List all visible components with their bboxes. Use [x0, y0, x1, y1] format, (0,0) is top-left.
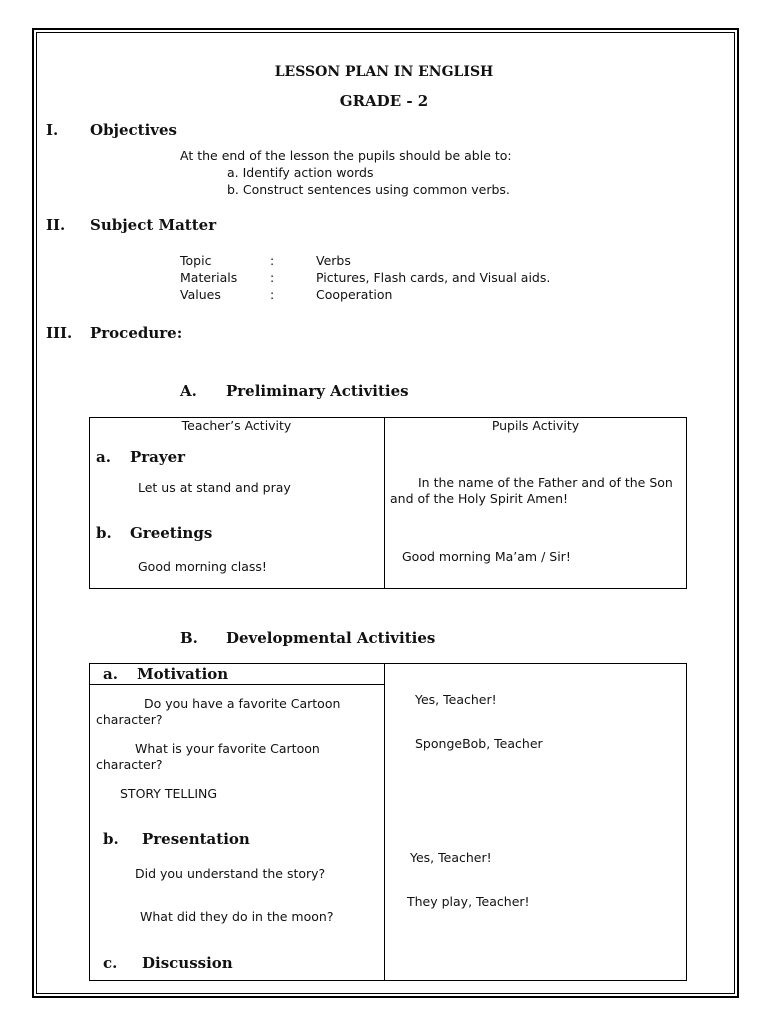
answer-text: Yes, Teacher!: [410, 850, 492, 865]
lesson-plan-title: LESSON PLAN IN ENGLISH: [274, 64, 494, 80]
section-numeral-procedure: III.: [46, 324, 73, 342]
subject-separator: :: [270, 287, 275, 302]
question-text: Did you understand the story?: [135, 866, 326, 881]
objectives-intro: At the end of the lesson the pupils should be able to:: [180, 148, 512, 163]
objective-item: b. Construct sentences using common verbs.: [227, 182, 510, 197]
subject-value: Pictures, Flash cards, and Visual aids.: [316, 270, 551, 285]
subject-value: Verbs: [316, 253, 351, 268]
column-header-teacher: Teacher’s Activity: [181, 418, 292, 433]
discussion-heading: Discussion: [142, 954, 233, 972]
grade-title: GRADE - 2: [339, 92, 429, 110]
question-text: Do you have a favorite Cartoon character?: [96, 696, 341, 727]
table-column-divider: [384, 417, 385, 589]
answer-text: Yes, Teacher!: [415, 692, 497, 707]
subject-label: Values: [180, 287, 221, 302]
greetings-letter: b.: [96, 524, 112, 542]
greetings-teacher-text: Good morning class!: [138, 559, 267, 574]
objective-item: a. Identify action words: [227, 165, 374, 180]
prayer-pupils-text: In the name of the Father and of the Son and of the Holy Spirit Amen!: [390, 475, 673, 506]
subject-separator: :: [270, 270, 275, 285]
subject-label: Topic: [180, 253, 212, 268]
discussion-letter: c.: [103, 954, 118, 972]
subject-separator: :: [270, 253, 275, 268]
table-column-divider: [384, 663, 385, 981]
presentation-heading: Presentation: [142, 830, 250, 848]
prayer-teacher-text: Let us at stand and pray: [138, 480, 291, 495]
subject-label: Materials: [180, 270, 238, 285]
question-text: What is your favorite Cartoon character?: [96, 741, 320, 772]
presentation-letter: b.: [103, 830, 119, 848]
subject-matter-heading: Subject Matter: [90, 216, 217, 234]
table-row-divider: [89, 684, 384, 685]
greetings-pupils-text: Good morning Ma’am / Sir!: [402, 549, 571, 564]
story-telling-label: STORY TELLING: [120, 786, 218, 801]
prayer-letter: a.: [96, 448, 111, 466]
column-header-pupils: Pupils Activity: [491, 418, 580, 433]
subsection-letter-preliminary: A.: [180, 382, 197, 400]
procedure-heading: Procedure:: [90, 324, 183, 342]
answer-text: They play, Teacher!: [407, 894, 530, 909]
answer-text: SpongeBob, Teacher: [415, 736, 543, 751]
prayer-heading: Prayer: [130, 448, 186, 466]
motivation-heading: Motivation: [137, 665, 229, 683]
developmental-heading: Developmental Activities: [226, 629, 436, 647]
subsection-letter-developmental: B.: [180, 629, 198, 647]
objectives-heading: Objectives: [90, 121, 177, 139]
section-numeral-objectives: I.: [46, 121, 59, 139]
question-text: What did they do in the moon?: [140, 909, 334, 924]
preliminary-heading: Preliminary Activities: [226, 382, 409, 400]
section-numeral-subject-matter: II.: [46, 216, 66, 234]
subject-value: Cooperation: [316, 287, 393, 302]
greetings-heading: Greetings: [130, 524, 213, 542]
motivation-letter: a.: [103, 665, 118, 683]
